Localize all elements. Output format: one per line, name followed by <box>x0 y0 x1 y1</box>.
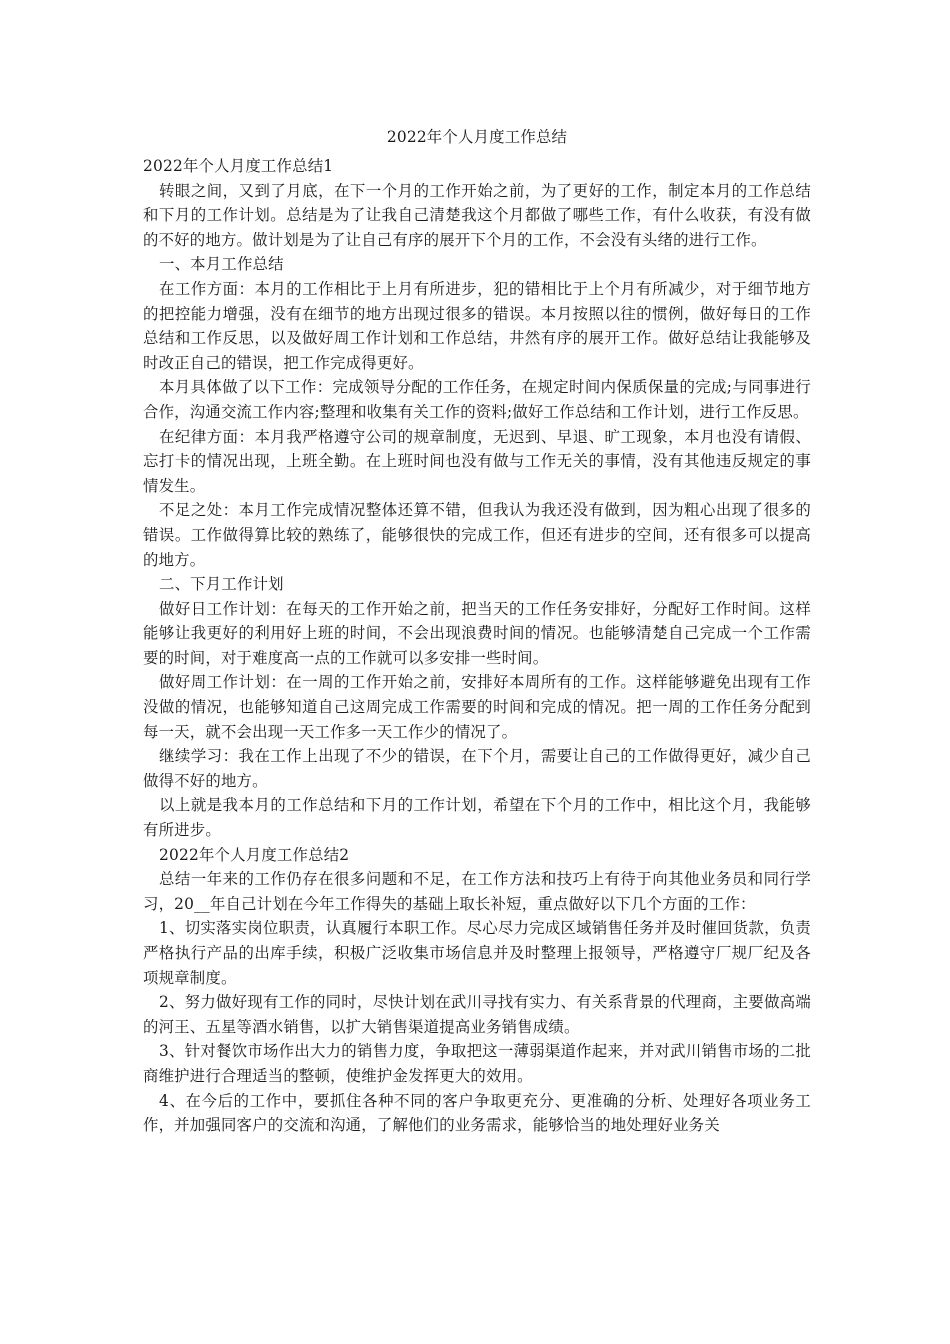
section-heading: 二、下月工作计划 <box>159 575 284 594</box>
body-paragraph: 4、在今后的工作中，要抓住各种不同的客户争取更充分、更准确的分析、处理好各项业务工作，并加强同客户的交流和沟通，了解他们的业务需求，能够恰当的地处理好业务关 <box>143 1091 811 1135</box>
body-paragraph: 2、努力做好现有工作的同时，尽快计划在武川寻找有实力、有关系背景的代理商，主要做高端的河王、五星等酒水销售，以扩大销售渠道提高业务销售成绩。 <box>143 993 811 1036</box>
body-paragraph: 在工作方面：本月的工作相比于上月有所进步，犯的错相比于上个月有所减少，对于细节地方的把控能力增强，没有在细节的地方出现过很多的错误。本月按照以往的惯例，做好每日的工作总结和工作反思，以及做好周工作计划和工作总结，井然有序的展开工作。做好总结让我能够及时改正自己的错误，把工作完成得更好。 <box>143 279 811 372</box>
body-paragraph: 以上就是我本月的工作总结和下月的工作计划，希望在下个月的工作中，相比这个月，我能够有所进步。 <box>143 796 811 840</box>
body-paragraph: 不足之处：本月工作完成情况整体还算不错，但我认为我还没有做到，因为粗心出现了很多的错误。工作做得算比较的熟练了，能够很快的完成工作，但还有进步的空间，还有很多可以提高的地方。 <box>143 501 811 569</box>
body-paragraph: 总结一年来的工作仍存在很多问题和不足，在工作方法和技巧上有待于向其他业务员和同行学习，20__年自己计划在今年工作得失的基础上取长补短，重点做好以下几个方面的工作： <box>143 870 811 913</box>
body-paragraph: 1、切实落实岗位职责，认真履行本职工作。尽心尽力完成区域销售任务并及时催回货款，负责严格执行产品的出库手续，积极广泛收集市场信息并及时整理上报领导，严格遵守厂规厂纪及各项规章制度。 <box>143 919 811 987</box>
document-title: 2022年个人月度工作总结 <box>386 128 568 146</box>
body-paragraph: 在纪律方面：本月我严格遵守公司的规章制度，无迟到、早退、旷工现象，本月也没有请假、忘打卡的情况出现，上班全勤。在上班时间也没有做与工作无关的事情，没有其他违反规定的事情发生。 <box>143 427 811 495</box>
document-page <box>143 122 811 1138</box>
section-heading: 一、本月工作总结 <box>159 255 284 274</box>
body-paragraph: 本月具体做了以下工作：完成领导分配的工作任务，在规定时间内保质保量的完成;与同事进行合作，沟通交流工作内容;整理和收集有关工作的资料;做好工作总结和工作计划，进行工作反思。 <box>143 378 811 421</box>
body-paragraph: 转眼之间，又到了月底，在下一个月的工作开始之前，为了更好的工作，制定本月的工作总结和下月的工作计划。总结是为了让我自己清楚我这个月都做了哪些工作，有什么收获，有没有做的不好的地方。做计划是为了让自己有序的展开下个月的工作，不会没有头绪的进行工作。 <box>143 181 811 249</box>
body-paragraph: 3、针对餐饮市场作出大力的销售力度，争取把这一薄弱渠道作起来，并对武川销售市场的二批商维护进行合理适当的整顿，使维护金发挥更大的效用。 <box>143 1042 811 1085</box>
body-paragraph: 做好周工作计划：在一周的工作开始之前，安排好本周所有的工作。这样能够避免出现有工作没做的情况，也能够知道自己这周完成工作需要的时间和完成的情况。把一周的工作任务分配到每一天，就不会出现一天工作多一天工作少的情况了。 <box>143 673 811 741</box>
body-paragraph: 继续学习：我在工作上出现了不少的错误，在下个月，需要让自己的工作做得更好，减少自己做得不好的地方。 <box>143 747 811 790</box>
section-heading: 2022年个人月度工作总结1 <box>143 157 334 175</box>
section-heading: 2022年个人月度工作总结2 <box>159 845 350 864</box>
document-body <box>143 154 811 1138</box>
body-paragraph: 做好日工作计划：在每天的工作开始之前，把当天的工作任务安排好，分配好工作时间。这样能够让我更好的利用好上班的时间，不会出现浪费时间的情况。也能够清楚自己完成一个工作需要的时间，对于难度高一点的工作就可以多安排一些时间。 <box>143 599 811 667</box>
